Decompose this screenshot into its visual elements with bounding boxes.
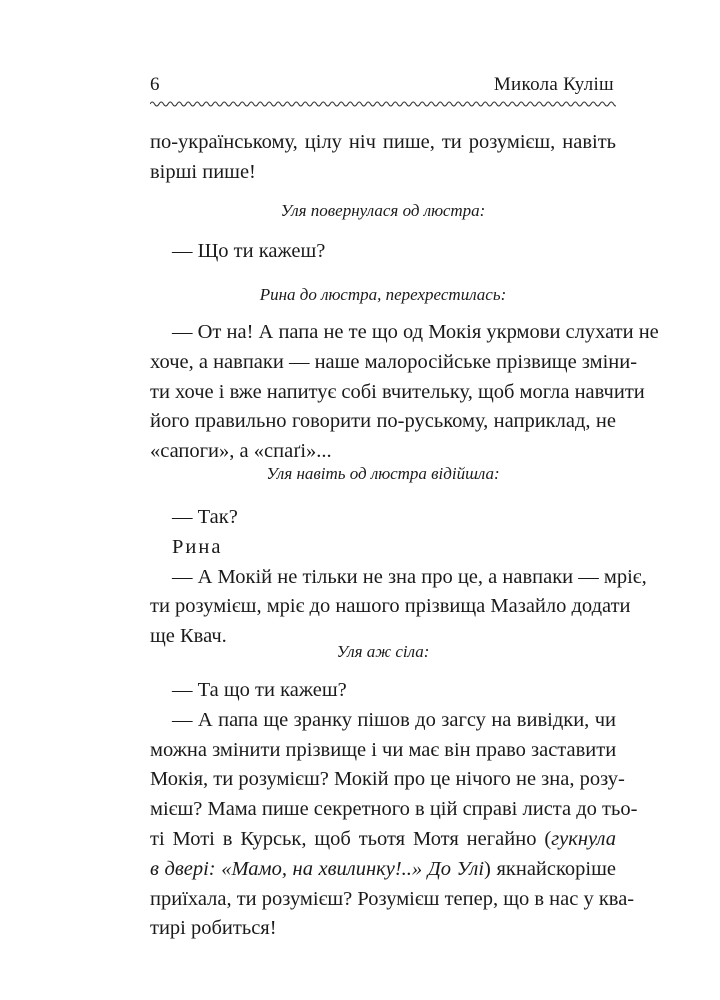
text-line: ти розумієш, мріє до нашого прізвища Мазайло додати [150,595,631,618]
text-line: — Так? [172,506,238,528]
text-line: — От на! А папа не те що од Мокія укрмови слухати не [172,321,659,343]
text-line [150,825,616,855]
text-line: Мокія, ти розумієш? Мокій про це нічого не зна, розу- [150,768,625,791]
text-line: вірші пише! [150,160,256,183]
italic-run: в двері: «Мамо, на хвилинку!..» До Улі [150,857,485,880]
text-line: — Що ти кажеш? [172,240,326,262]
wavy-divider [150,99,616,109]
text-line [150,855,616,885]
paragraph-1 [150,128,616,188]
text-line: приїхала, ти розумієш? Розумієш тепер, що в нас у ква- [150,887,635,910]
text-line: хоче, а навпаки — наше малоросійське прізвище зміни- [150,350,638,373]
text-line: — А Мокій не тільки не зна про це, а навпаки — мріє, [172,565,647,588]
text-run: ті Моті в Курськ, щоб тьотя Мотя негайно ( [150,827,552,850]
text-line: — Та що ти кажеш? [172,679,347,701]
running-header [150,74,614,100]
paragraph-5 [150,676,638,944]
running-header-author: Микола Куліш [493,74,614,95]
paragraph-3 [150,318,659,467]
text-line: «сапоги», а «спаґі»... [150,440,332,463]
stage-direction: Уля повернулася од люстра: [280,201,486,220]
text-line: тирі робиться! [150,917,277,940]
text-line: — А папа ще зранку пішов до загсу на вивідки, чи [172,708,616,731]
text-line: його правильно говорити по-руському, наприклад, не [150,410,616,433]
page-number: 6 [150,74,160,95]
text-line: по-українському, цілу ніч пише, ти розумієш, навіть [150,131,616,153]
speaker-name: Рина [172,535,223,558]
text-line: ще Квач. [150,625,227,648]
text-line: мієш? Мама пише секретного в цій справі листа до тьо- [150,798,638,821]
text-line: можна змінити прізвище і чи має він право заставити [150,738,617,761]
stage-direction: Уля аж сіла: [336,642,430,661]
stage-direction: Уля навіть од люстра відійшла: [266,464,500,483]
paragraph-4 [150,503,647,652]
text-line: ти хоче і вже напитує собі вчительку, щоб могла навчити [150,380,645,403]
text-run: ) якнайскоріше [484,857,616,880]
paragraph-2 [150,237,616,267]
italic-run: гукнула [551,827,616,850]
stage-direction: Рина до люстра, перехрестилась: [259,285,507,304]
